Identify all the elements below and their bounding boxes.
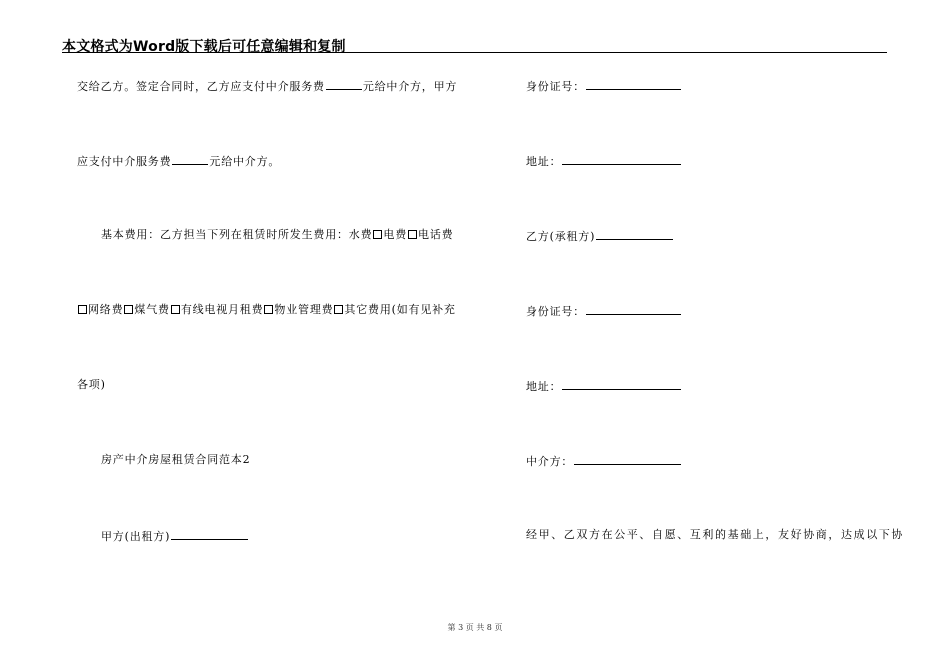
page-number: 第 3 页 共 8 页 — [447, 623, 503, 632]
party-b-blank — [596, 228, 673, 240]
left-line-5 — [77, 378, 106, 392]
left-line-2 — [77, 153, 280, 169]
checkbox-icon — [78, 305, 87, 314]
left-line-1-text-a: 交给乙方。签定合同时，乙方应支付中介服务费 — [77, 80, 325, 93]
address-blank — [562, 378, 681, 390]
left-line-5-text: 各项) — [77, 378, 106, 391]
party-b-label: 乙方(承租方) — [526, 230, 596, 243]
left-line-4-text-d: 物业管理费 — [274, 303, 334, 316]
checkbox-icon — [334, 305, 343, 314]
document-header-title: 本文格式为Word版下载后可任意编辑和复制 — [62, 39, 346, 55]
left-line-6 — [101, 453, 250, 467]
right-line-2 — [526, 153, 682, 169]
address-label: 地址： — [526, 155, 562, 168]
checkbox-icon — [171, 305, 180, 314]
address-label: 地址： — [526, 380, 562, 393]
id-number-blank — [586, 303, 681, 315]
left-line-3-text-a: 基本费用：乙方担当下列在租赁时所发生费用：水费 — [101, 228, 373, 241]
id-number-blank — [586, 78, 681, 90]
left-line-7 — [101, 528, 249, 544]
left-line-1-text-b: 元给中介方，甲方 — [362, 80, 458, 93]
left-line-4-text-c: 有线电视月租费 — [180, 303, 264, 316]
right-line-1 — [526, 78, 682, 94]
agent-blank — [574, 453, 681, 465]
checkbox-icon — [408, 230, 417, 239]
contract-section-title: 房产中介房屋租赁合同范本2 — [101, 453, 251, 466]
agent-label: 中介方： — [526, 455, 574, 468]
right-line-5 — [526, 378, 682, 394]
fill-blank — [326, 78, 362, 90]
right-line-6 — [526, 453, 682, 469]
checkbox-icon — [373, 230, 382, 239]
right-line-7 — [526, 528, 904, 542]
left-line-2-text-b: 元给中介方。 — [209, 155, 281, 168]
checkbox-icon — [124, 305, 133, 314]
party-a-blank — [171, 528, 248, 540]
right-line-4 — [526, 303, 682, 319]
left-line-2-text-a: 应支付中介服务费 — [77, 155, 172, 168]
address-blank — [562, 153, 681, 165]
id-number-label: 身份证号： — [526, 80, 585, 93]
fill-blank — [172, 153, 208, 165]
left-line-3 — [101, 228, 453, 242]
agreement-intro-text: 经甲、乙双方在公平、自愿、互利的基础上，友好协商，达成以下协 — [526, 528, 904, 541]
id-number-label: 身份证号： — [526, 305, 585, 318]
left-line-4-text-b: 煤气费 — [134, 303, 170, 316]
left-line-4-text-e: 其它费用(如有见补充 — [344, 303, 456, 316]
left-line-4 — [77, 303, 456, 317]
left-line-1 — [77, 78, 457, 94]
party-a-label: 甲方(出租方) — [101, 530, 171, 543]
left-line-3-text-b: 电费 — [383, 228, 408, 241]
left-line-4-text-a: 网络费 — [88, 303, 124, 316]
header-divider — [62, 52, 887, 53]
right-line-3 — [526, 228, 674, 244]
left-line-3-text-c: 电话费 — [418, 228, 454, 241]
checkbox-icon — [264, 305, 273, 314]
